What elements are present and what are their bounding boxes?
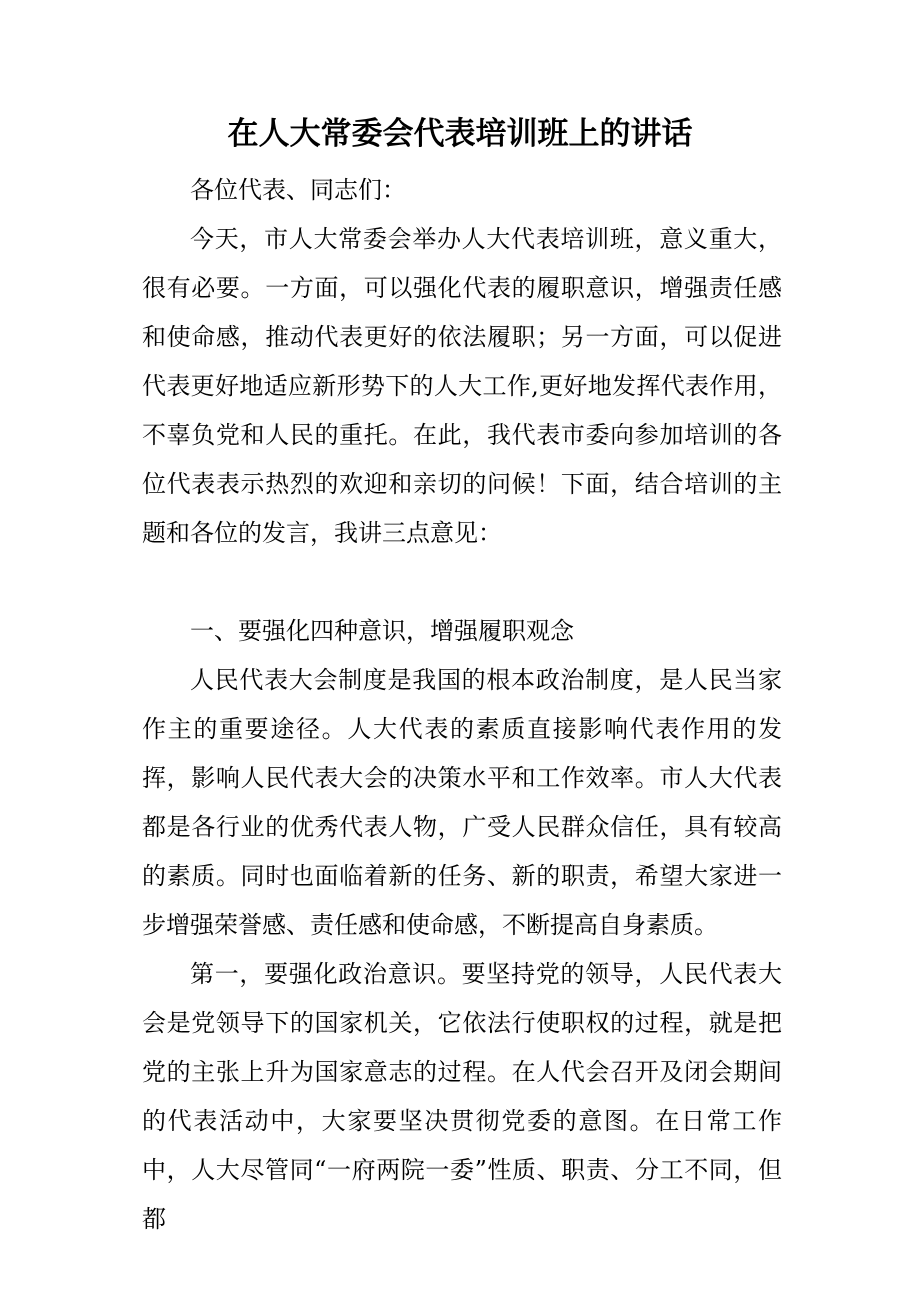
salutation-paragraph: 各位代表、同志们： [190,176,406,204]
section-heading: 一、要强化四种意识，增强履职观念 [190,617,574,645]
body-paragraph: 第一，要强化政治意识。要坚持党的领导，人民代表大会是党领导下的国家机关，它依法行使职权的过程，就是把党的主张上升为国家意志的过程。在人代会召开及闭会期间的代表活动中，大家要坚决贯彻党委的意图。在日常工作中，人大尽管同“一府两院一委”性质、职责、分工不同，但都 [142,960,782,1233]
intro-paragraph: 今天，市人大常委会举办人大代表培训班，意义重大，很有必要。一方面，可以强化代表的履职意识，增强责任感和使命感，推动代表更好的依法履职；另一方面，可以促进代表更好地适应新形势下的人大工作,更好地发挥代表作用，不辜负党和人民的重托。在此，我代表市委向参加培训的各位代表表示热烈的欢迎和亲切的问候！下面，结合培训的主题和各位的发言，我讲三点意见： [142,225,782,547]
document-body [142,166,782,1244]
body-paragraph: 人民代表大会制度是我国的根本政治制度，是人民当家作主的重要途径。人大代表的素质直接影响代表作用的发挥，影响人民代表大会的决策水平和工作效率。市人大代表都是各行业的优秀代表人物，广受人民群众信任，具有较高的素质。同时也面临着新的任务、新的职责，希望大家进一步增强荣誉感、责任感和使命感，不断提高自身素质。 [142,666,782,939]
document-title: 在人大常委会代表培训班上的讲话 [227,116,693,152]
